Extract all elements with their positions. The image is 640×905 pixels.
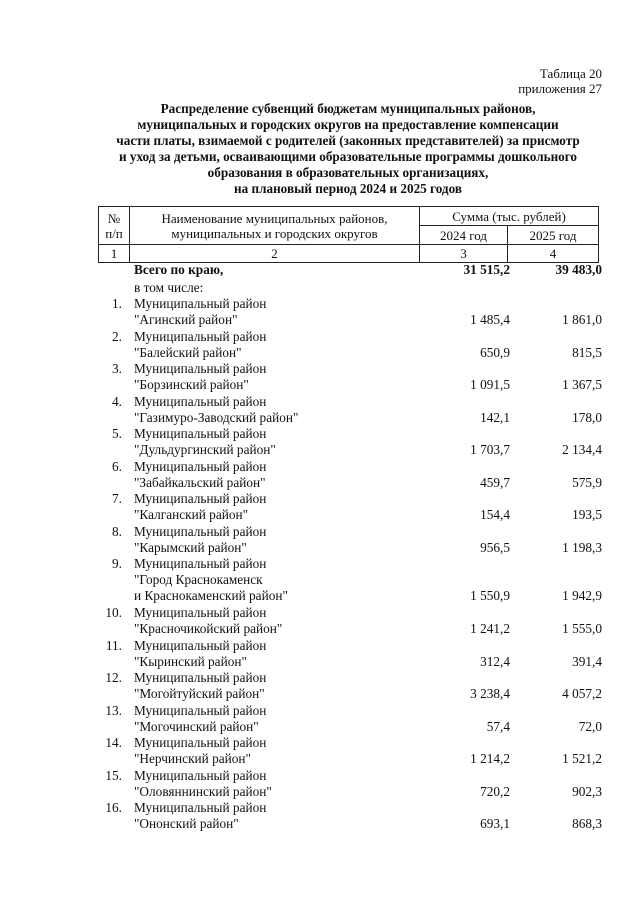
row-number: 2. bbox=[112, 328, 122, 344]
row-value-2025: 815,5 bbox=[572, 344, 602, 360]
row-name-line2: "Калганский район" bbox=[134, 507, 249, 522]
document-title bbox=[80, 101, 616, 197]
row-name-line1: Муниципальный район bbox=[134, 361, 267, 376]
row-number: 4. bbox=[112, 393, 122, 409]
row-value-2025: 4 057,2 bbox=[562, 686, 602, 701]
table-row bbox=[0, 426, 640, 459]
row-number: 11. bbox=[105, 637, 122, 653]
row-number: 14. bbox=[105, 735, 122, 750]
row-name-line2: "Красночикойский район" bbox=[134, 621, 283, 636]
row-name-line1: Муниципальный район bbox=[134, 458, 267, 474]
row-number: 7. bbox=[112, 491, 122, 506]
table-row bbox=[0, 605, 640, 638]
row-value-2024: 1 703,7 bbox=[470, 442, 510, 457]
header-index-2: 2 bbox=[130, 245, 420, 263]
row-number: 15. bbox=[105, 767, 122, 783]
title-line: Распределение субвенций бюджетам муниципальных районов, bbox=[160, 101, 536, 116]
header-col-sum: Сумма (тыс. рублей) bbox=[420, 207, 599, 226]
row-name-line2: "Забайкальский район" bbox=[134, 474, 266, 490]
table-row bbox=[0, 670, 640, 703]
table-row bbox=[0, 361, 640, 394]
total-label: Всего по краю, bbox=[134, 262, 224, 277]
total-row bbox=[0, 262, 640, 280]
row-value-2025: 391,4 bbox=[572, 653, 602, 669]
row-name-line1: Муниципальный район bbox=[134, 556, 267, 571]
row-name-line1: Муниципальный район bbox=[134, 670, 267, 685]
table-row bbox=[0, 329, 640, 362]
row-value-2025: 902,3 bbox=[572, 783, 602, 799]
row-value-2025: 1 198,3 bbox=[562, 539, 602, 555]
header-name-line: Наименование муниципальных районов, bbox=[161, 210, 388, 226]
row-name-line2: "Газимуро-Заводский район" bbox=[134, 409, 299, 425]
row-value-2025: 1 555,0 bbox=[562, 621, 602, 636]
row-value-2024: 693,1 bbox=[480, 816, 510, 831]
row-number: 1. bbox=[112, 296, 122, 311]
row-name-line1: Муниципальный район bbox=[134, 426, 267, 441]
row-number: 5. bbox=[112, 426, 122, 441]
row-value-2025: 1 861,0 bbox=[562, 312, 602, 327]
row-name-line2: "Борзинский район" bbox=[134, 377, 249, 392]
total-value-2024: 31 515,2 bbox=[463, 262, 510, 277]
total-value-2025: 39 483,0 bbox=[555, 262, 602, 277]
title-line: и уход за детьми, осваивающими образовательные программы дошкольного bbox=[118, 149, 578, 164]
table-row bbox=[0, 735, 640, 768]
table-row bbox=[0, 703, 640, 736]
row-number: 3. bbox=[112, 361, 122, 376]
row-value-2024: 1 241,2 bbox=[470, 621, 510, 636]
header-col-name bbox=[130, 207, 420, 245]
header-col-number bbox=[99, 207, 130, 245]
header-index-1: 1 bbox=[99, 245, 130, 263]
row-value-2025: 1 942,9 bbox=[562, 588, 602, 603]
row-value-2025: 2 134,4 bbox=[562, 442, 602, 457]
row-value-2024: 312,4 bbox=[480, 653, 510, 669]
header-year-2024: 2024 год bbox=[420, 226, 508, 245]
row-name-line1: Муниципальный район bbox=[134, 491, 267, 506]
row-value-2024: 1 485,4 bbox=[470, 312, 510, 327]
row-name-line2: "Дульдургинский район" bbox=[134, 442, 276, 457]
row-value-2025: 193,5 bbox=[572, 507, 602, 522]
row-value-2024: 956,5 bbox=[480, 539, 510, 555]
row-name-line2: "Могочинский район" bbox=[134, 718, 259, 734]
row-value-2025: 1 521,2 bbox=[562, 751, 602, 766]
row-name-line1: Муниципальный район bbox=[134, 800, 267, 815]
row-value-2024: 142,1 bbox=[480, 409, 510, 425]
row-name-line2: "Ононский район" bbox=[134, 816, 239, 831]
table-row bbox=[0, 524, 640, 557]
table-label: Таблица 20 bbox=[539, 66, 602, 81]
subtotal-caption bbox=[0, 280, 640, 296]
row-value-2025: 178,0 bbox=[572, 409, 602, 425]
row-value-2024: 650,9 bbox=[480, 344, 510, 360]
table-row bbox=[0, 296, 640, 329]
row-name-line2: "Могойтуйский район" bbox=[134, 686, 265, 701]
header-index-3: 3 bbox=[420, 245, 508, 263]
row-number: 13. bbox=[105, 702, 122, 718]
table-header bbox=[98, 206, 599, 263]
table-row bbox=[0, 556, 640, 605]
row-name-line1: Муниципальный район bbox=[134, 605, 267, 620]
row-number: 8. bbox=[112, 523, 122, 539]
row-number: 6. bbox=[112, 458, 122, 474]
row-value-2024: 3 238,4 bbox=[470, 686, 510, 701]
header-num-line: № bbox=[107, 210, 121, 226]
table-row bbox=[0, 800, 640, 833]
row-value-2025: 72,0 bbox=[578, 718, 602, 734]
title-line: части платы, взимаемой с родителей (законных представителей) за присмотр bbox=[116, 133, 580, 148]
row-name-line2: "Агинский район" bbox=[134, 312, 238, 327]
table-row bbox=[0, 394, 640, 427]
table-row bbox=[0, 638, 640, 671]
row-value-2024: 459,7 bbox=[480, 474, 510, 490]
row-number: 16. bbox=[105, 800, 122, 815]
row-name-line1: Муниципальный район bbox=[134, 523, 267, 539]
row-name-line1: Муниципальный район bbox=[134, 296, 267, 311]
row-name-line2: "Оловяннинский район" bbox=[134, 783, 272, 799]
row-name-line2: "Город Краснокаменск bbox=[134, 572, 263, 587]
header-index-4: 4 bbox=[508, 245, 599, 263]
row-name-line1: Муниципальный район bbox=[134, 637, 267, 653]
row-name-line1: Муниципальный район bbox=[134, 328, 267, 344]
header-num-line: п/п bbox=[105, 225, 123, 241]
row-name-line2: "Балейский район" bbox=[134, 344, 242, 360]
table-row bbox=[0, 491, 640, 524]
row-name-line1: Муниципальный район bbox=[134, 767, 267, 783]
row-number: 10. bbox=[105, 605, 122, 620]
row-value-2025: 575,9 bbox=[572, 474, 602, 490]
table-body bbox=[0, 262, 640, 833]
row-value-2024: 1 091,5 bbox=[470, 377, 510, 392]
table-row bbox=[0, 768, 640, 801]
title-line: на плановый период 2024 и 2025 годов bbox=[234, 181, 462, 196]
row-value-2024: 1 550,9 bbox=[470, 588, 510, 603]
table-reference bbox=[518, 66, 602, 96]
table-row bbox=[0, 459, 640, 492]
header-name-line: муниципальных и городских округов bbox=[171, 225, 378, 241]
row-name-line1: Муниципальный район bbox=[134, 702, 267, 718]
title-line: образования в образовательных организациях, bbox=[207, 165, 489, 180]
row-name-line3: и Краснокаменский район" bbox=[134, 588, 288, 603]
row-number: 9. bbox=[112, 556, 122, 571]
row-name-line2: "Нерчинский район" bbox=[134, 751, 251, 766]
row-value-2024: 154,4 bbox=[480, 507, 510, 522]
including-label: в том числе: bbox=[134, 280, 204, 295]
row-value-2024: 1 214,2 bbox=[470, 751, 510, 766]
row-name-line1: Муниципальный район bbox=[134, 735, 267, 750]
row-name-line2: "Карымский район" bbox=[134, 539, 247, 555]
header-year-2025: 2025 год bbox=[508, 226, 599, 245]
row-name-line2: "Кыринский район" bbox=[134, 653, 247, 669]
row-value-2025: 868,3 bbox=[572, 816, 602, 831]
title-line: муниципальных и городских округов на предоставление компенсации bbox=[137, 117, 559, 132]
row-value-2024: 720,2 bbox=[480, 783, 510, 799]
appendix-label: приложения 27 bbox=[518, 81, 602, 96]
row-value-2025: 1 367,5 bbox=[562, 377, 602, 392]
row-value-2024: 57,4 bbox=[486, 718, 510, 734]
row-number: 12. bbox=[105, 670, 122, 685]
row-name-line1: Муниципальный район bbox=[134, 393, 267, 409]
